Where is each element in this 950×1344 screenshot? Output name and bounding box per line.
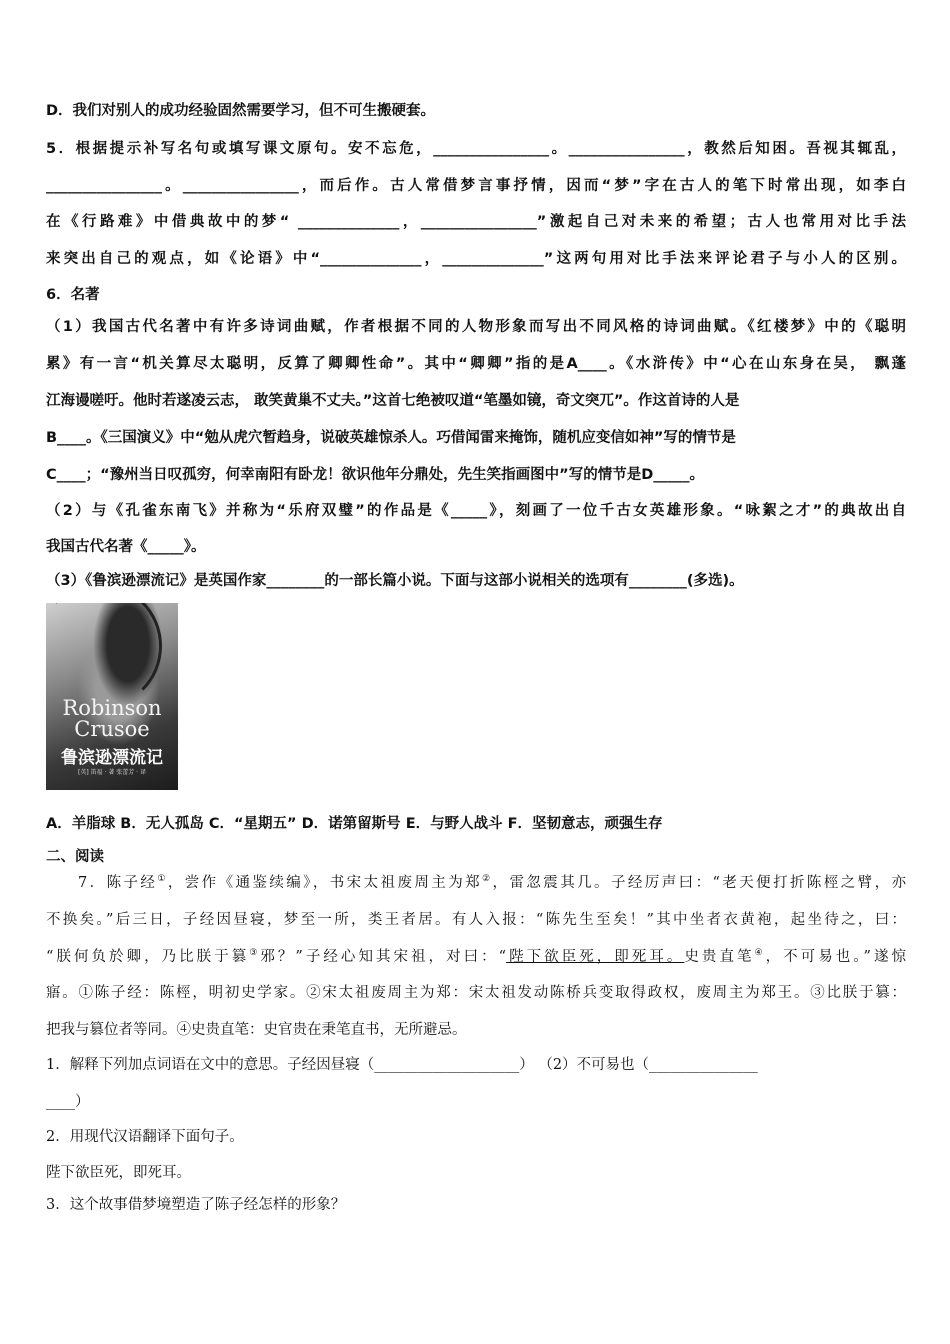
text-line xyxy=(46,428,906,448)
text-segment: 寤。①陈子经：陈桱，明初史学家。②宋太祖废周主为郑：宋太祖发动陈桥兵变取得政权，废周主为郑王。③比朕于篡： xyxy=(46,985,906,1001)
text-segment: 史贵直笔 xyxy=(684,949,755,965)
text-line xyxy=(46,101,906,121)
text-segment: C____；“豫州当日叹孤穷，何幸南阳有卧龙！欲识他年分鼎处，先生笑指画图中”写的情节是D_____。 xyxy=(46,467,704,483)
text-line xyxy=(46,212,906,232)
text-line xyxy=(46,983,906,1003)
text-segment: 累》有一言“机关算尽太聪明，反算了卿卿性命”。其中“卿卿”指的是A____。《水浒传》中“心在山东身在吴， 飘蓬 xyxy=(46,356,906,372)
text-segment: 7．陈子经 xyxy=(78,875,158,891)
text-segment: 6．名著 xyxy=(46,287,100,303)
text-segment: ____） xyxy=(46,1094,90,1110)
text-segment: 来突出自己的观点，如《论语》中“______________，______________”这两句用对比手法来评论君子与小人的区别。 xyxy=(46,251,906,267)
text-line xyxy=(46,1127,906,1147)
text-segment: 1．解释下列加点词语在文中的意思。子经因昼寝（____________________） （2）不可易也（_______________ xyxy=(46,1057,758,1073)
text-segment: 在《行路难》中借典故中的梦“ ______________，________________”激起自己对未来的希望；古人也常用对比手法 xyxy=(46,214,906,230)
text-segment: ________________。________________，而后作。古人常借梦言事抒情，因而“梦”字在古人的笔下时常出现，如李白 xyxy=(46,178,906,194)
text-line xyxy=(46,1055,906,1075)
text-segment: ，雷忽震其几。子经厉声曰：“老天便打折陈桱之臂，亦 xyxy=(492,875,906,891)
footnote-marker: ③ xyxy=(249,948,261,959)
text-line xyxy=(46,139,906,159)
text-segment: ，尝作《通鉴续编》，书宋太祖废周主为郑 xyxy=(167,875,483,891)
text-line xyxy=(46,910,906,930)
text-segment: “朕何负於卿，乃比朕于篡 xyxy=(46,949,250,965)
text-segment: （3）《鲁滨逊漂流记》是英国作家________的一部长篇小说。下面与这部小说相关的选项有________(多选)。 xyxy=(46,573,744,589)
text-line xyxy=(46,465,906,485)
footnote-marker: ② xyxy=(482,874,493,885)
text-line xyxy=(46,873,906,893)
text-segment: 我国古代名著《_____》。 xyxy=(46,539,206,555)
text-line xyxy=(46,249,906,269)
text-line xyxy=(46,391,906,411)
text-segment: 江海谩嗟吁。他时若遂凌云志， 敢笑黄巢不丈夫。”这首七绝被叹道“笔墨如镜，奇文突兀”。作这首诗的人是 xyxy=(46,393,740,409)
text-segment: 5．根据提示补写名句或填写课文原句。安不忘危，________________。________________，教然后知困。吾视其辄乱， xyxy=(46,141,906,157)
text-segment: 邪？”子经心知其宋祖，对曰：“ xyxy=(260,949,507,965)
text-line xyxy=(46,354,906,374)
cover-credits: [英] 笛福 · 著 张蕾芳 · 译 xyxy=(78,769,146,776)
text-line xyxy=(46,537,906,557)
text-segment: （1）我国古代名著中有许多诗词曲赋，作者根据不同的人物形象而写出不同风格的诗词曲赋。《红楼梦》中的《聪明 xyxy=(46,319,906,335)
text-line xyxy=(46,1020,906,1040)
text-line xyxy=(46,814,906,834)
text-segment: 2．用现代汉语翻译下面句子。 xyxy=(46,1129,244,1145)
underlined-text: 陛下欲臣死，即死耳。 xyxy=(506,949,685,965)
text-segment: ，不可易也。”遂惊 xyxy=(765,949,906,965)
text-line xyxy=(46,847,906,867)
text-line xyxy=(46,1195,906,1215)
text-line xyxy=(46,947,906,967)
footnote-marker: ① xyxy=(157,874,168,885)
text-segment: B____。《三国演义》中“勉从虎穴暂趋身，说破英雄惊杀人。巧借闻雷来掩饰，随机应变信如神”写的情节是 xyxy=(46,430,736,446)
text-segment: D xyxy=(46,103,59,119)
rope-graphic xyxy=(46,603,162,709)
cover-title-chinese: 鲁滨逊漂流记 xyxy=(61,748,163,768)
text-line xyxy=(46,1092,906,1112)
book-cover-image xyxy=(46,603,178,790)
text-segment: ．我们对别人的成功经验固然需要学习，但不可生搬硬套。 xyxy=(58,103,436,119)
text-line xyxy=(46,176,906,196)
text-line xyxy=(46,317,906,337)
text-segment: 3．这个故事借梦境塑造了陈子经怎样的形象？ xyxy=(46,1197,346,1213)
text-line xyxy=(46,1163,906,1183)
text-line xyxy=(46,571,906,591)
text-segment: 不换矣。”后三日，子经因昼寝，梦至一所，类王者居。有人入报：“陈先生至矣！”其中坐者衣黄袍，起坐待之，曰： xyxy=(46,912,906,928)
text-segment: 陛下欲臣死，即死耳。 xyxy=(46,1165,191,1181)
text-line xyxy=(46,501,906,521)
footnote-marker: ④ xyxy=(754,948,766,959)
text-line xyxy=(46,285,906,305)
text-segment: 二、阅读 xyxy=(46,849,104,865)
text-segment: A．羊脂球 B．无人孤岛 C．“星期五” D．诺第留斯号 E．与野人战斗 F．坚韧意志，顽强生存 xyxy=(46,816,663,832)
text-segment: 把我与篡位者等同。④史贵直笔：史官贵在秉笔直书，无所避忌。 xyxy=(46,1022,467,1038)
cover-title-english: Robinson Crusoe xyxy=(62,696,162,741)
text-segment: （2）与《孔雀东南飞》并称为“乐府双璧”的作品是《_____》，刻画了一位千古女英雄形象。“咏絮之才”的典故出自 xyxy=(46,503,906,519)
